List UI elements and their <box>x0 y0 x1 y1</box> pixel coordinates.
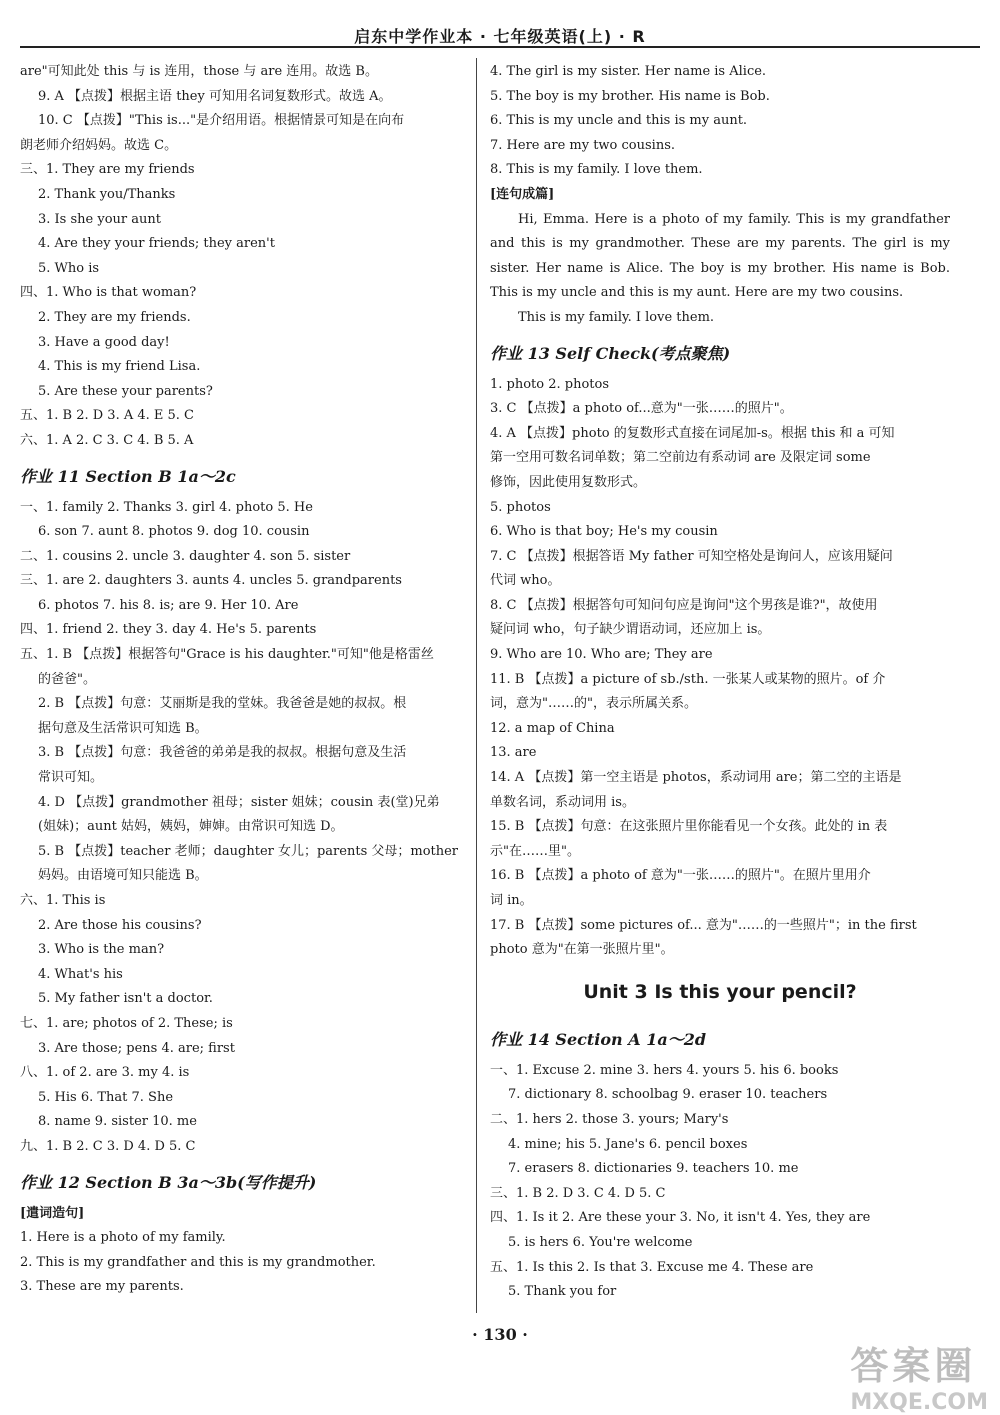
answer-line: 三、1. B 2. D 3. C 4. D 5. C <box>490 1185 666 1201</box>
answer-line: 8. C 【点拨】根据答句可知问句应是询问"这个男孩是谁?"，故使用 <box>490 597 878 613</box>
answer-line: 16. B 【点拨】a photo of 意为"一张……的照片"。在照片里用介 <box>490 868 871 884</box>
answer-line: 2. This is my grandfather and this is my grandmother. <box>20 1254 376 1270</box>
answer-line: 7. Here are my two cousins. <box>490 137 675 153</box>
answer-line: 六、1. A 2. C 3. C 4. B 5. A <box>20 432 194 448</box>
answer-line: 3. C 【点拨】a photo of...意为"一张……的照片"。 <box>490 401 793 417</box>
answer-line: 妈妈。由语境可知只能选 B。 <box>38 868 208 884</box>
answer-line: 6. photos 7. his 8. is; are 9. Her 10. Are <box>38 597 299 613</box>
answer-line: 3. B 【点拨】句意：我爸爸的弟弟是我的叔叔。根据句意及生活 <box>38 745 407 761</box>
answer-line: 2. Thank you/Thanks <box>38 186 176 202</box>
answer-line: 一、1. Excuse 2. mine 3. hers 4. yours 5. his 6. books <box>490 1062 839 1078</box>
answer-line: 代词 who。 <box>490 573 561 589</box>
answer-line: 4. A 【点拨】photo 的复数形式直接在词尾加-s。根据 this 和 a 可知 <box>490 425 895 441</box>
answer-line: 2. B 【点拨】句意：艾丽斯是我的堂妹。我爸爸是她的叔叔。根 <box>38 696 407 712</box>
answer-line: 3. Is she your aunt <box>38 211 161 227</box>
essay-paragraph: This is my family. I love them. <box>518 309 715 325</box>
watermark-main: 答案圈 <box>850 1344 977 1388</box>
answer-line: 朗老师介绍妈妈。故选 C。 <box>20 137 178 153</box>
answer-line: 七、1. are; photos of 2. These; is <box>20 1015 233 1031</box>
answer-line: 4. This is my friend Lisa. <box>38 359 201 375</box>
answer-line: 四、1. friend 2. they 3. day 4. He's 5. parents <box>20 622 317 638</box>
watermark-url: MXQE.COM <box>850 1390 988 1415</box>
section-heading: 作业 12 Section B 3a～3b(写作提升) <box>20 1172 317 1192</box>
book-title: 启东中学作业本 · 七年级英语(上) · R <box>354 27 646 46</box>
answer-line: 6. This is my uncle and this is my aunt. <box>490 113 748 129</box>
answer-line: 10. C 【点拨】"This is..."是介绍用语。根据情景可知是在向布 <box>38 113 405 129</box>
section-heading: 作业 13 Self Check(考点聚焦) <box>490 343 731 363</box>
answer-line: 1. photo 2. photos <box>490 376 610 392</box>
answer-line: 6. son 7. aunt 8. photos 9. dog 10. cousin <box>38 524 310 540</box>
answer-line: 17. B 【点拨】some pictures of... 意为"……的一些照片"；in the first <box>490 917 917 933</box>
answer-line: (姐妹)；aunt 姑妈，姨妈，婶婶。由常识可知选 D。 <box>38 819 344 835</box>
answer-line: 五、1. B 2. D 3. A 4. E 5. C <box>20 408 195 424</box>
answer-line: 五、1. B 【点拨】根据答句"Grace is his daughter."可知"他是格雷丝 <box>20 647 434 663</box>
answer-line: 5. is hers 6. You're welcome <box>508 1234 693 1250</box>
subsection-label: [连句成篇] <box>490 186 555 202</box>
answer-line: 11. B 【点拨】a picture of sb./sth. 一张某人或某物的照片。of 介 <box>490 671 886 687</box>
answer-line: 4. Are they your friends; they aren't <box>38 236 275 252</box>
answer-line: 示"在……里"。 <box>490 843 580 859</box>
answer-line: 据句意及生活常识可知选 B。 <box>38 720 208 736</box>
answer-line: 3. Who is the man? <box>38 942 165 958</box>
answer-line: 8. This is my family. I love them. <box>490 162 703 178</box>
page-header <box>20 20 980 48</box>
answer-line: 5. Are these your parents? <box>38 383 213 399</box>
answer-line: 词 in。 <box>490 893 533 908</box>
answer-line: 二、1. cousins 2. uncle 3. daughter 4. son 5. sister <box>20 548 351 564</box>
answer-line: 五、1. Is this 2. Is that 3. Excuse me 4. These are <box>490 1259 814 1275</box>
answer-line: 5. Thank you for <box>508 1284 617 1300</box>
answer-line: 四、1. Who is that woman? <box>20 285 197 301</box>
answer-line: 5. My father isn't a doctor. <box>38 991 213 1007</box>
answer-line: 词，意为"……的"，表示所属关系。 <box>490 696 697 712</box>
answer-line: 7. dictionary 8. schoolbag 9. eraser 10. teachers <box>508 1087 828 1103</box>
answer-line: 2. Are those his cousins? <box>38 917 202 933</box>
answer-line: 5. The boy is my brother. His name is Bob. <box>490 88 770 104</box>
answer-line: 修饰，因此使用复数形式。 <box>490 474 647 490</box>
answer-line: 三、1. are 2. daughters 3. aunts 4. uncles 5. grandparents <box>20 573 402 589</box>
answer-line: 9. Who are 10. Who are; They are <box>490 647 713 663</box>
watermark-logo <box>850 1335 988 1415</box>
answer-line: 二、1. hers 2. those 3. yours; Mary's <box>490 1111 729 1127</box>
answer-line: 2. They are my friends. <box>38 309 191 325</box>
answer-line: 第一空用可数名词单数；第二空前边有系动词 are 及限定词 some <box>490 450 871 466</box>
answer-line: 八、1. of 2. are 3. my 4. is <box>20 1065 190 1081</box>
answer-line: 14. A 【点拨】第一空主语是 photos，系动词用 are；第二空的主语是 <box>490 770 902 786</box>
page-number: · 130 · <box>472 1325 528 1344</box>
answer-line: 4. What's his <box>38 966 123 982</box>
answer-line: 单数名词，系动词用 is。 <box>490 794 635 810</box>
answer-line: 9. A 【点拨】根据主语 they 可知用名词复数形式。故选 A。 <box>38 88 392 104</box>
answer-line: 7. C 【点拨】根据答语 My father 可知空格处是询问人，应该用疑问 <box>490 548 893 564</box>
section-heading: 作业 14 Section A 1a～2d <box>490 1029 707 1049</box>
answer-line: 4. D 【点拨】grandmother 祖母；sister 姐妹；cousin 表(堂)兄弟 <box>38 794 440 810</box>
unit-title: Unit 3 Is this your pencil? <box>583 980 857 1003</box>
answer-line: 4. mine; his 5. Jane's 6. pencil boxes <box>508 1136 748 1152</box>
answer-line: 九、1. B 2. C 3. D 4. D 5. C <box>20 1138 196 1154</box>
answer-line: 13. are <box>490 745 537 761</box>
answer-line: 六、1. This is <box>20 893 106 908</box>
subsection-label: [遣词造句] <box>20 1205 85 1221</box>
answer-line: 一、1. family 2. Thanks 3. girl 4. photo 5. He <box>20 499 313 515</box>
answer-line: are"可知此处 this 与 is 连用，those 与 are 连用。故选 B。 <box>20 64 378 79</box>
answer-line: 的爸爸"。 <box>38 671 96 687</box>
answer-line: 1. Here is a photo of my family. <box>20 1230 226 1246</box>
answer-line: photo 意为"在第一张照片里"。 <box>490 942 674 958</box>
column-divider <box>476 58 477 1313</box>
answer-line: 5. photos <box>490 499 551 515</box>
left-column <box>20 60 465 1300</box>
answer-line: 疑问词 who，句子缺少谓语动词，还应加上 is。 <box>490 622 771 638</box>
answer-line: 常识可知。 <box>38 770 104 786</box>
answer-line: 4. The girl is my sister. Her name is Alice. <box>490 64 767 79</box>
answer-line: 3. These are my parents. <box>20 1279 184 1295</box>
answer-line: 5. B 【点拨】teacher 老师；daughter 女儿；parents 父母；mother <box>38 843 459 859</box>
answer-line: 5. Who is <box>38 260 100 276</box>
answer-line: 3. Have a good day! <box>38 334 170 350</box>
answer-line: 三、1. They are my friends <box>20 162 195 178</box>
answer-line: 6. Who is that boy; He's my cousin <box>490 524 718 540</box>
answer-line: 12. a map of China <box>490 720 615 736</box>
answer-line: 5. His 6. That 7. She <box>38 1089 174 1105</box>
right-column <box>490 60 950 1305</box>
answer-line: 15. B 【点拨】句意：在这张照片里你能看见一个女孩。此处的 in 表 <box>490 819 888 835</box>
answer-line: 四、1. Is it 2. Are these your 3. No, it isn't 4. Yes, they are <box>490 1210 871 1226</box>
essay-paragraph: Hi, Emma. Here is a photo of my family. This is my grandfather and this is my grandmother. These are my parents. The girl is my sister. Her name is Alice. The boy is my brother. His name is Bob. This is my uncle and this is my aunt. Here are my two cousins. <box>490 211 950 301</box>
answer-line: 3. Are those; pens 4. are; first <box>38 1040 235 1056</box>
section-heading: 作业 11 Section B 1a～2c <box>20 466 236 486</box>
answer-line: 8. name 9. sister 10. me <box>38 1114 197 1130</box>
answer-line: 7. erasers 8. dictionaries 9. teachers 10. me <box>508 1161 799 1177</box>
